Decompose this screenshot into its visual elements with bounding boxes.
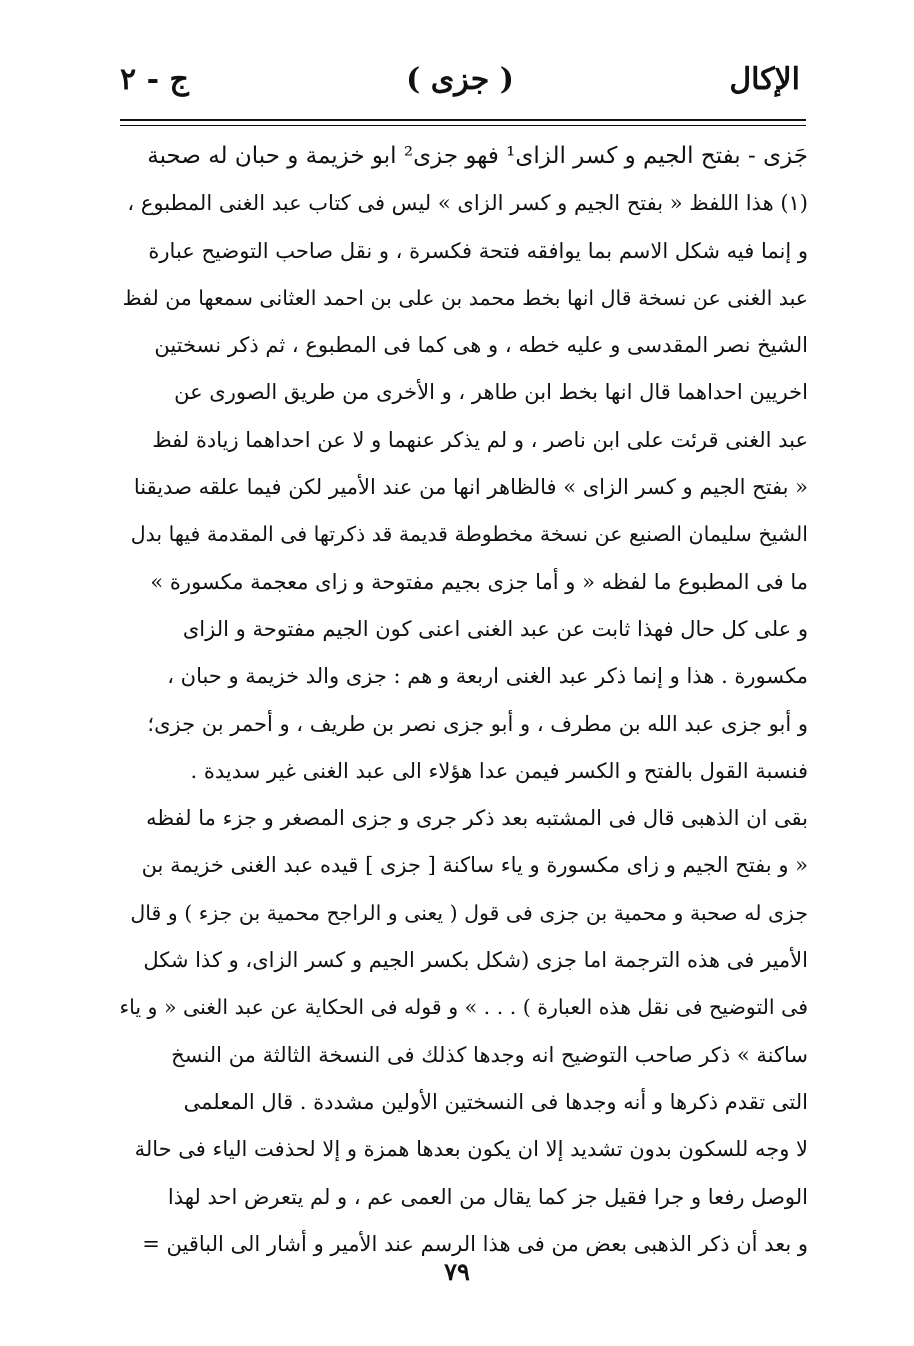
footnote-line: عبد الغنى عن نسخة قال انها بخط محمد بن على بن احمد العثانى سمعها من لفظ <box>122 285 808 310</box>
header-entry-word: ( جزى ) <box>406 62 514 97</box>
footnote-line: (١) هذا اللفظ « بفتح الجيم و كسر الزاى » ليس فى كتاب عبد الغنى المطبوع ، <box>127 191 808 216</box>
header-book-title: الإكال <box>729 62 800 97</box>
footnote-line: التى تقدم ذكرها و أنه وجدها فى النسختين الأولين مشددة . قال المعلمى <box>183 1089 808 1114</box>
footnote-line: الشيخ نصر المقدسى و عليه خطه ، و هى كما فى المطبوع ، ثم ذكر نسختين <box>154 333 808 358</box>
footnote-line: « بفتح الجيم و كسر الزاى » فالظاهر انها من عند الأمير لكن فيما علقه صديقنا <box>133 475 808 500</box>
footnote-line: الوصل رفعا و جرا فقيل جز كما يقال من العمى عم ، و لم يتعرض احد لهذا <box>167 1184 808 1209</box>
page-header <box>120 62 800 112</box>
footnote-line: عبد الغنى قرئت على ابن ناصر ، و لم يذكر عنهما و لا عن احداهما زيادة لفظ <box>152 427 808 452</box>
header-rule-thick <box>120 119 806 121</box>
footnote-line: لا وجه للسكون بدون تشديد إلا ان يكون بعدها همزة و إلا لحذفت الياء فى حالة <box>134 1137 808 1162</box>
footnote-line: اخريين احداهما قال انها بخط ابن طاهر ، و الأخرى من طريق الصورى عن <box>174 380 808 405</box>
footnote-line: جزى له صحبة و محمية بن جزى فى قول ( يعنى و الراجح محمية بن جزء ) و قال <box>130 900 808 925</box>
footnote-line: ساكنة » ذكر صاحب التوضيح انه وجدها كذلك فى النسخة الثالثة من النسخ <box>171 1042 808 1067</box>
page-number: ٧٩ <box>444 1257 470 1286</box>
entry-line: جَزى - بفتح الجيم و كسر الزاى¹ فهو جزى² ابو خزيمة و حبان له صحبة <box>147 143 808 169</box>
footnote-line: « و بفتح الجيم و زاى مكسورة و ياء ساكنة [ جزى ] قيده عبد الغنى خزيمة بن <box>141 853 808 878</box>
footnote-line: و على كل حال فهذا ثابت عن عبد الغنى اعنى كون الجيم مفتوحة و الزاى <box>182 616 808 641</box>
footnote-line: فى التوضيح فى نقل هذه العبارة ) . . . » و قوله فى الحكاية عن عبد الغنى « و ياء <box>119 995 808 1020</box>
footnote-line: و أبو جزى عبد الله بن مطرف ، و أبو جزى نصر بن طريف ، و أحمر بن جزى؛ <box>147 711 808 736</box>
footnote-line: بقى ان الذهبى قال فى المشتبه بعد ذكر جرى و جزى المصغر و جزء ما لفظه <box>146 806 808 831</box>
body-text <box>118 133 808 1268</box>
header-volume: ج - ٢ <box>120 62 189 97</box>
footnote-line: الأمير فى هذه الترجمة اما جزى (شكل بكسر الجيم و كسر الزاى، و كذا شكل <box>143 948 808 973</box>
header-rule-thin <box>120 125 806 126</box>
footnote-line: فنسبة القول بالفتح و الكسر فيمن عدا هؤلاء الى عبد الغنى غير سديدة . <box>190 758 808 783</box>
footnote-line: و إنما فيه شكل الاسم بما يوافقه فتحة فكسرة ، و نقل صاحب التوضيح عبارة <box>148 238 808 263</box>
footnote-line: و بعد أن ذكر الذهبى بعض من فى هذا الرسم عند الأمير و أشار الى الباقين = <box>142 1231 808 1256</box>
footnote-line: الشيخ سليمان الصنيع عن نسخة مخطوطة قديمة قد ذكرتها فى المقدمة فيها بدل <box>130 522 808 547</box>
footnote-line: مكسورة . هذا و إنما ذكر عبد الغنى اربعة و هم : جزى والد خزيمة و حبان ، <box>167 664 808 689</box>
footnote-line: ما فى المطبوع ما لفظه « و أما جزى بجيم مفتوحة و زاى معجمة مكسورة » <box>150 569 808 594</box>
